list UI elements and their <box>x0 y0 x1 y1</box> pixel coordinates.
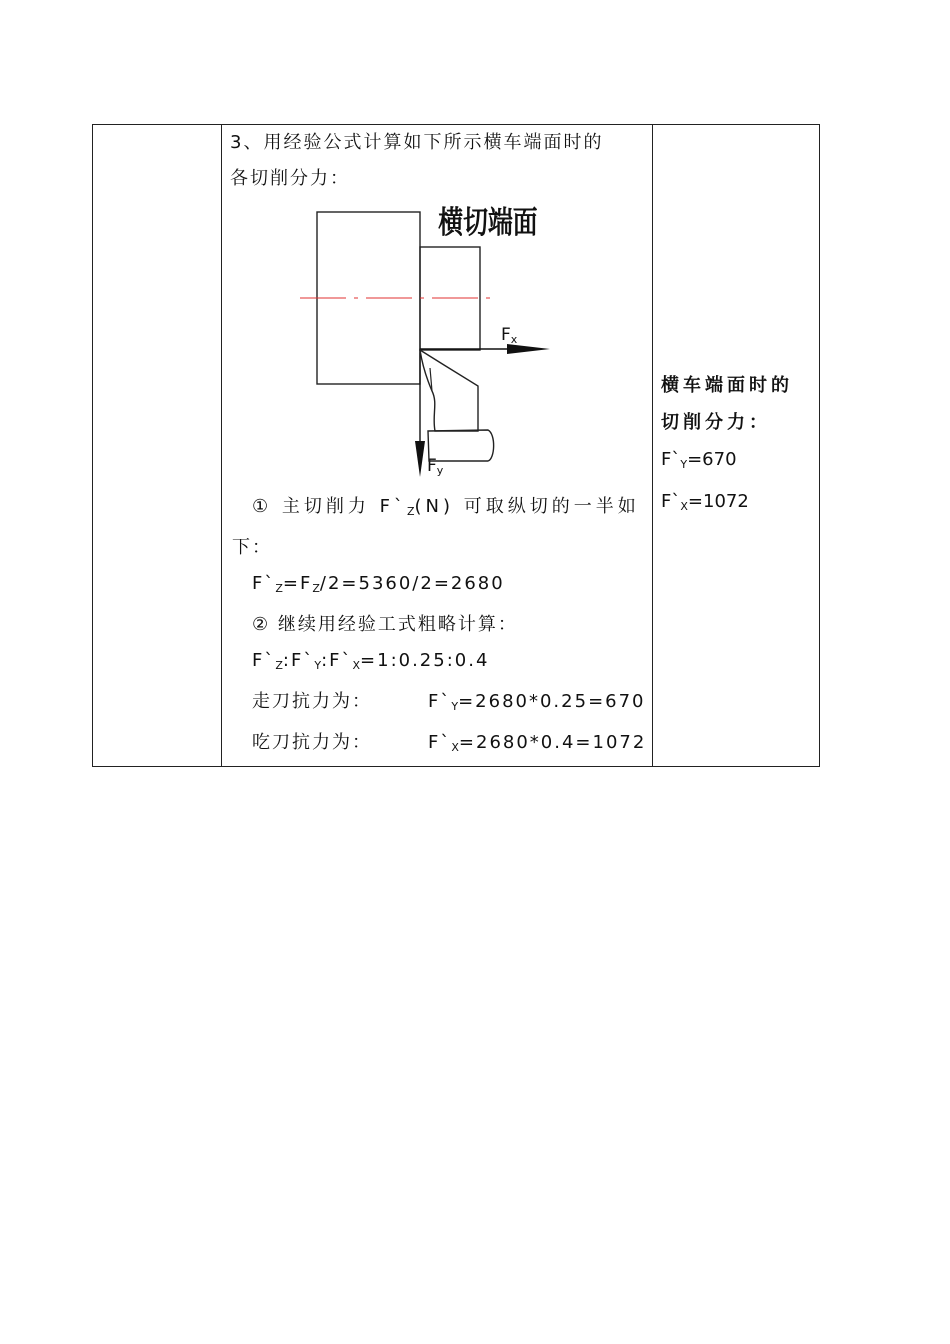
result-fx: $F`_X=1072$ <box>661 490 749 513</box>
feed-force-line: 走刀抗力为： $F`_Y=2680*0.25=670$ <box>252 691 646 713</box>
result-block <box>653 367 819 525</box>
radial-force-line: 吃刀抗力为： $F`_X=2680*0.4=1072$ <box>252 732 647 754</box>
cutting-force-diagram <box>292 203 562 483</box>
step-1-equation: $F`_Z=F_Z/2=5360/2=2680$ <box>252 573 505 595</box>
cutting-tool <box>420 350 478 431</box>
tool-holder <box>428 430 494 461</box>
figure-title: 横切端面 <box>438 204 538 241</box>
ratio-equation: $F`_Z:F`_Y:F`_X=1:0.25:0.4$ <box>252 650 490 672</box>
worksheet-table <box>92 124 820 767</box>
fy-label: Fy <box>427 456 444 477</box>
blank-left-cell <box>93 125 222 767</box>
calculation-cell <box>222 125 653 767</box>
result-cell <box>653 125 820 767</box>
result-heading-1: 横车端面时的 <box>661 374 793 396</box>
result-fy: $F`_Y=670$ <box>661 448 737 471</box>
step-2-line: ② 继续用经验工式粗略计算： <box>252 614 518 635</box>
fx-label: Fx <box>501 325 518 346</box>
step-1-continuation: 下： <box>232 537 272 558</box>
fy-arrow-head <box>415 441 425 477</box>
intro-line-2: 各切削分力： <box>230 168 350 189</box>
step-1-line: ① 主切削力 $F`_Z(N)$ 可取纵切的一半如 <box>252 496 640 518</box>
result-heading-2: 切削分力： <box>661 411 771 433</box>
intro-line-1: 3、用经验公式计算如下所示横车端面时的 <box>230 132 604 153</box>
